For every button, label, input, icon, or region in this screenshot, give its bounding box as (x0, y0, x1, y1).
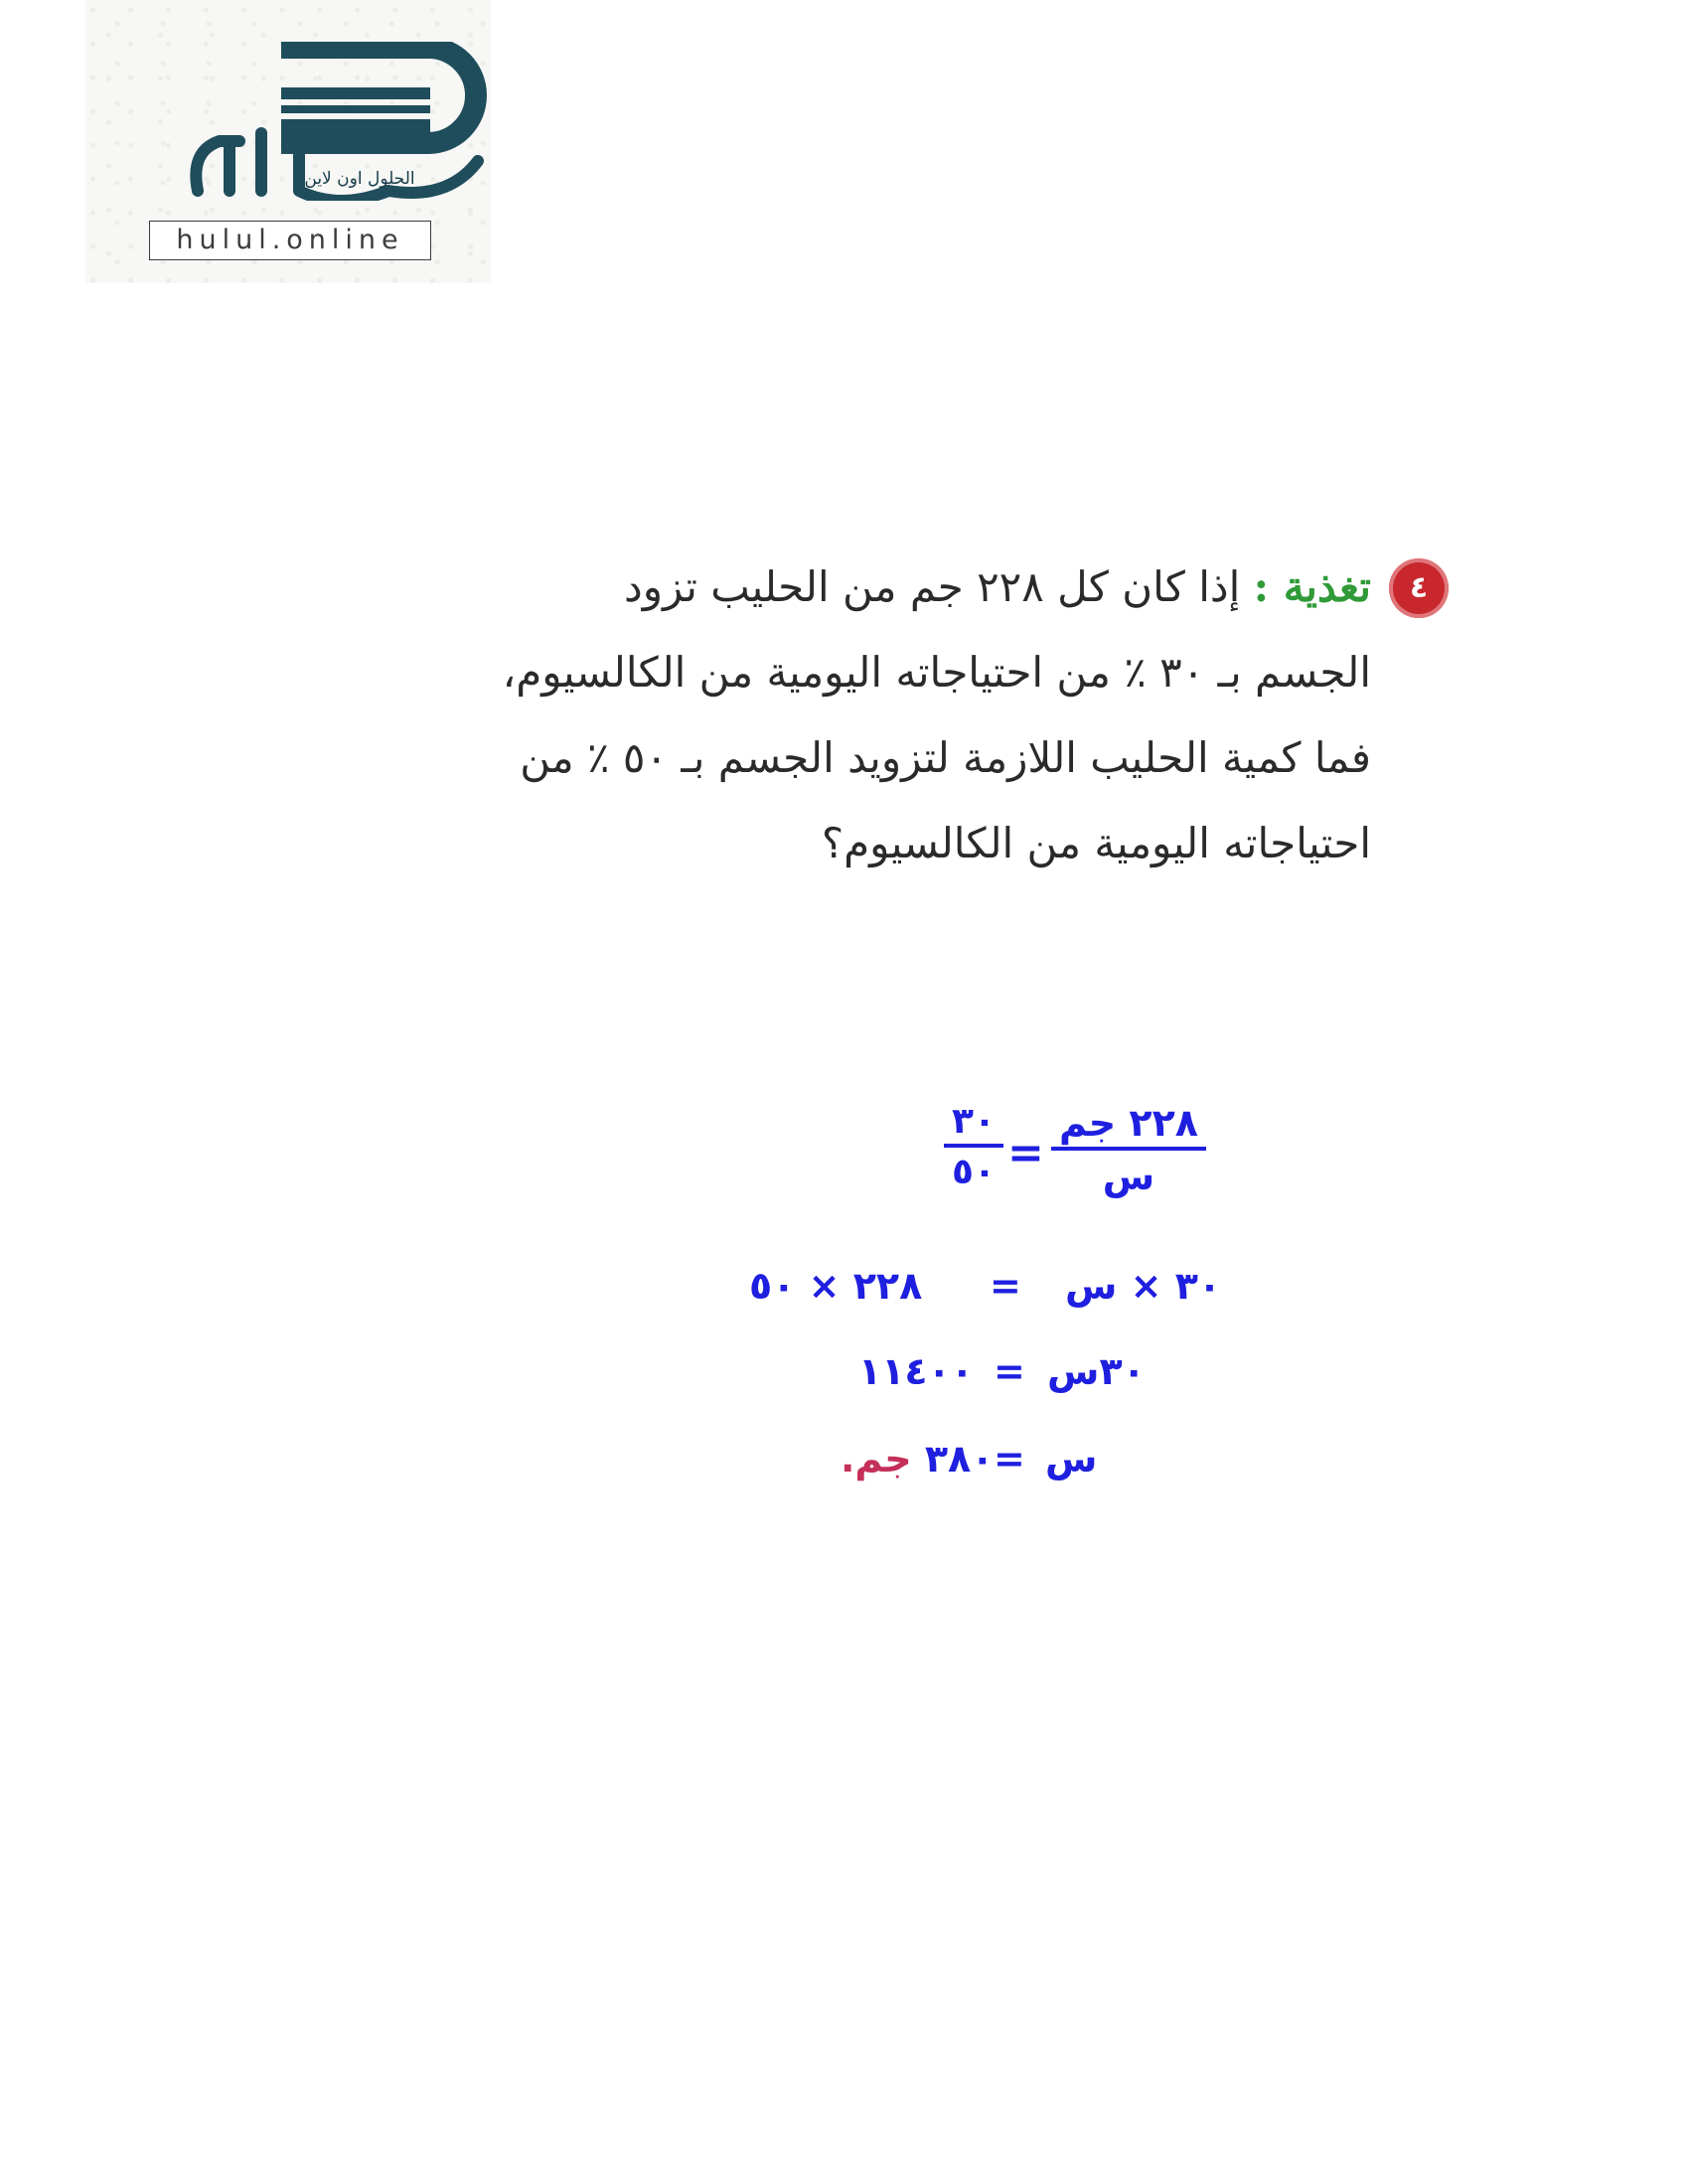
step-2-equals: = (994, 1349, 1025, 1393)
step-1-lhs: ٣٠ × س (1065, 1264, 1222, 1308)
fraction-left (1051, 1101, 1206, 1198)
step-1-equals: = (990, 1264, 1021, 1308)
problem-line-3: فما كمية الحليب اللازمة لتزويد الجسم بـ ٥٠ ٪ من (520, 733, 1371, 782)
problem-line-2: الجسم بـ ٣٠ ٪ من احتياجاته اليومية من الكالسيوم، (502, 648, 1371, 697)
problem-line-4: احتياجاته اليومية من الكالسيوم؟ (821, 819, 1371, 867)
step-3-equals: = (994, 1437, 1025, 1481)
step-2-lhs: ٣٠س (1047, 1349, 1146, 1393)
problem-line-1 (437, 545, 1371, 630)
proportion-equals: = (1007, 1128, 1044, 1178)
fraction-left-numerator: ٢٢٨ جم (1058, 1101, 1198, 1145)
step-3-lhs: س (1045, 1437, 1098, 1481)
problem-number-badge: ٤ (1389, 558, 1449, 618)
answer-unit: جم. (841, 1437, 912, 1481)
step-3-rhs (841, 1437, 994, 1481)
fraction-right-numerator: ٣٠ (952, 1101, 996, 1142)
answer-value: ٣٨٠ (924, 1437, 995, 1481)
logo-tagline: الحلول اون لاين (304, 169, 415, 189)
problem-statement (437, 545, 1371, 886)
logo (85, 0, 491, 283)
fraction-left-denominator: س (1102, 1155, 1155, 1198)
fraction-left-bar (1051, 1147, 1206, 1151)
step-2-rhs: ١١٤٠٠ (858, 1349, 974, 1393)
logo-domain: hulul.online (149, 221, 431, 260)
problem-tag: تغذية : (1253, 562, 1371, 611)
fraction-right-bar (944, 1144, 1003, 1148)
fraction-right (944, 1101, 1003, 1192)
fraction-right-denominator: ٥٠ (952, 1152, 996, 1192)
problem-line-1-text: إذا كان كل ٢٢٨ جم من الحليب تزود (624, 562, 1241, 611)
step-1-rhs: ٢٢٨ × ٥٠ (749, 1264, 923, 1308)
